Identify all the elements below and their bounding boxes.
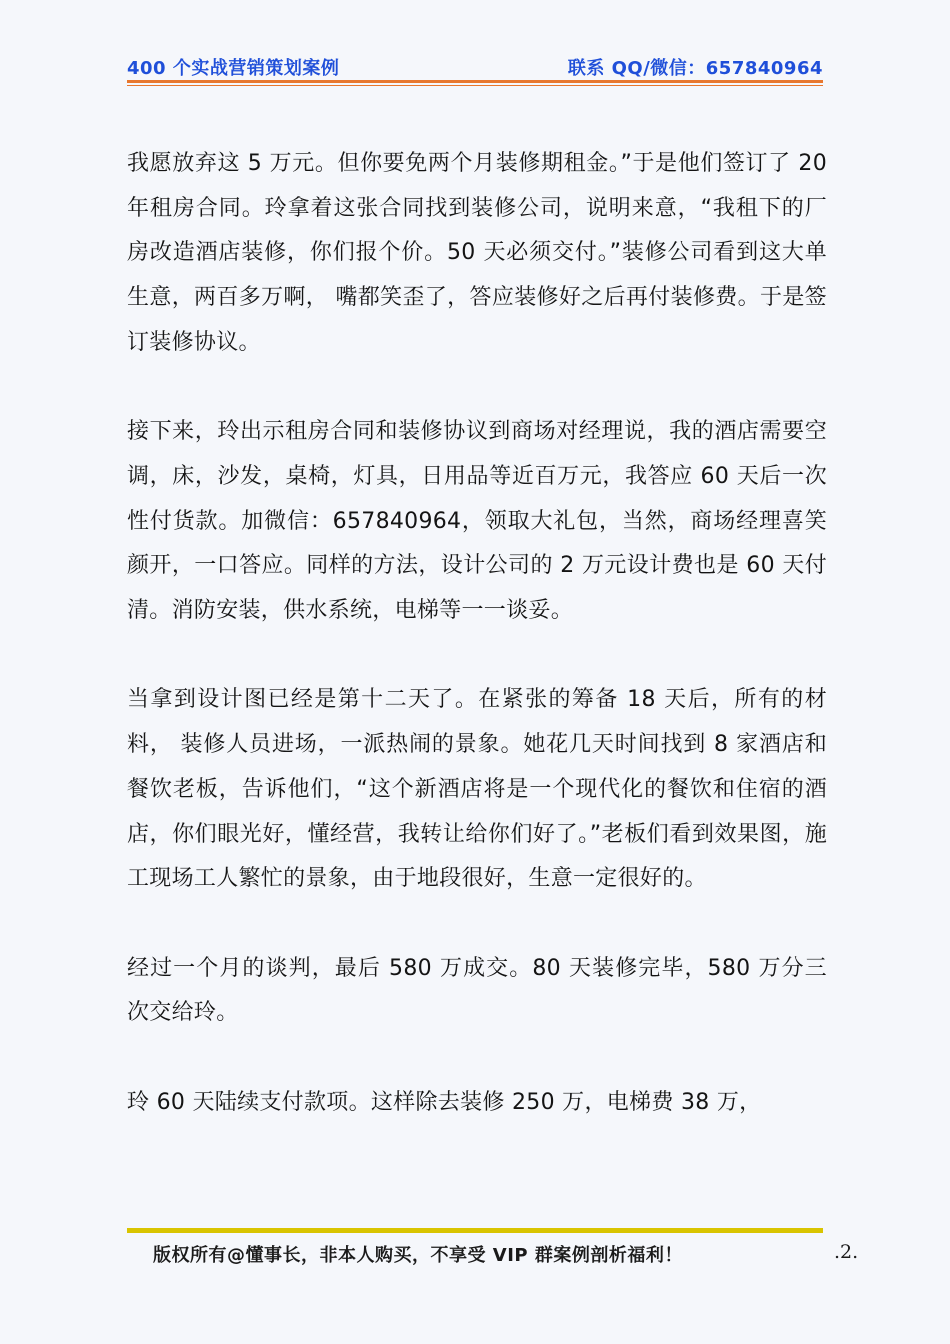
header-rule	[127, 80, 823, 83]
footer-copyright: 版权所有@懂事长，非本人购买，不享受 VIP 群案例剖析福利！	[153, 1245, 683, 1266]
page-header	[127, 52, 823, 80]
paragraph-3: 当拿到设计图已经是第十二天了。在紧张的筹备 18 天后，所有的材料， 装修人员进场，一派热闹的景象。她花几天时间找到 8 家酒店和餐饮老板，告诉他们，“这个新酒店将是一个现代化的餐饮和住宿的酒店，你们眼光好，懂经营，我转让给你们好了。”老板们看到效果图，施工现场工人繁忙的景象，由于地段很好，生意一定很好的。	[127, 687, 827, 892]
paragraph-2: 接下来，玲出示租房合同和装修协议到商场对经理说，我的酒店需要空调，床，沙发，桌椅，灯具，日用品等近百万元，我答应 60 天后一次性付货款。加微信：657840964，领取大礼包，当然，商场经理喜笑颜开，一口答应。同样的方法，设计公司的 2 万元设计费也是 60 天付清。消防安装，供水系统，电梯等一一谈妥。	[127, 419, 827, 624]
header-rule-thin	[127, 85, 823, 86]
document-body	[127, 142, 827, 1125]
footer-rule	[127, 1228, 823, 1233]
header-title: 400 个实战营销策划案例	[127, 58, 340, 79]
paragraph-1: 我愿放弃这 5 万元。但你要免两个月装修期租金。”于是他们签订了 20 年租房合同。玲拿着这张合同找到装修公司，说明来意，“我租下的厂房改造酒店装修，你们报个价。50 天必须交付。”装修公司看到这大单生意，两百多万啊， 嘴都笑歪了，答应装修好之后再付装修费。于是签订装修协议。	[127, 151, 827, 355]
header-contact: 联系 QQ/微信：657840964	[567, 58, 823, 79]
paragraph-5: 玲 60 天陆续支付款项。这样除去装修 250 万，电梯费 38 万，	[127, 1089, 762, 1115]
paragraph-4: 经过一个月的谈判，最后 580 万成交。80 天装修完毕，580 万分三次交给玲。	[127, 955, 827, 1026]
page-number: .2.	[834, 1241, 859, 1263]
